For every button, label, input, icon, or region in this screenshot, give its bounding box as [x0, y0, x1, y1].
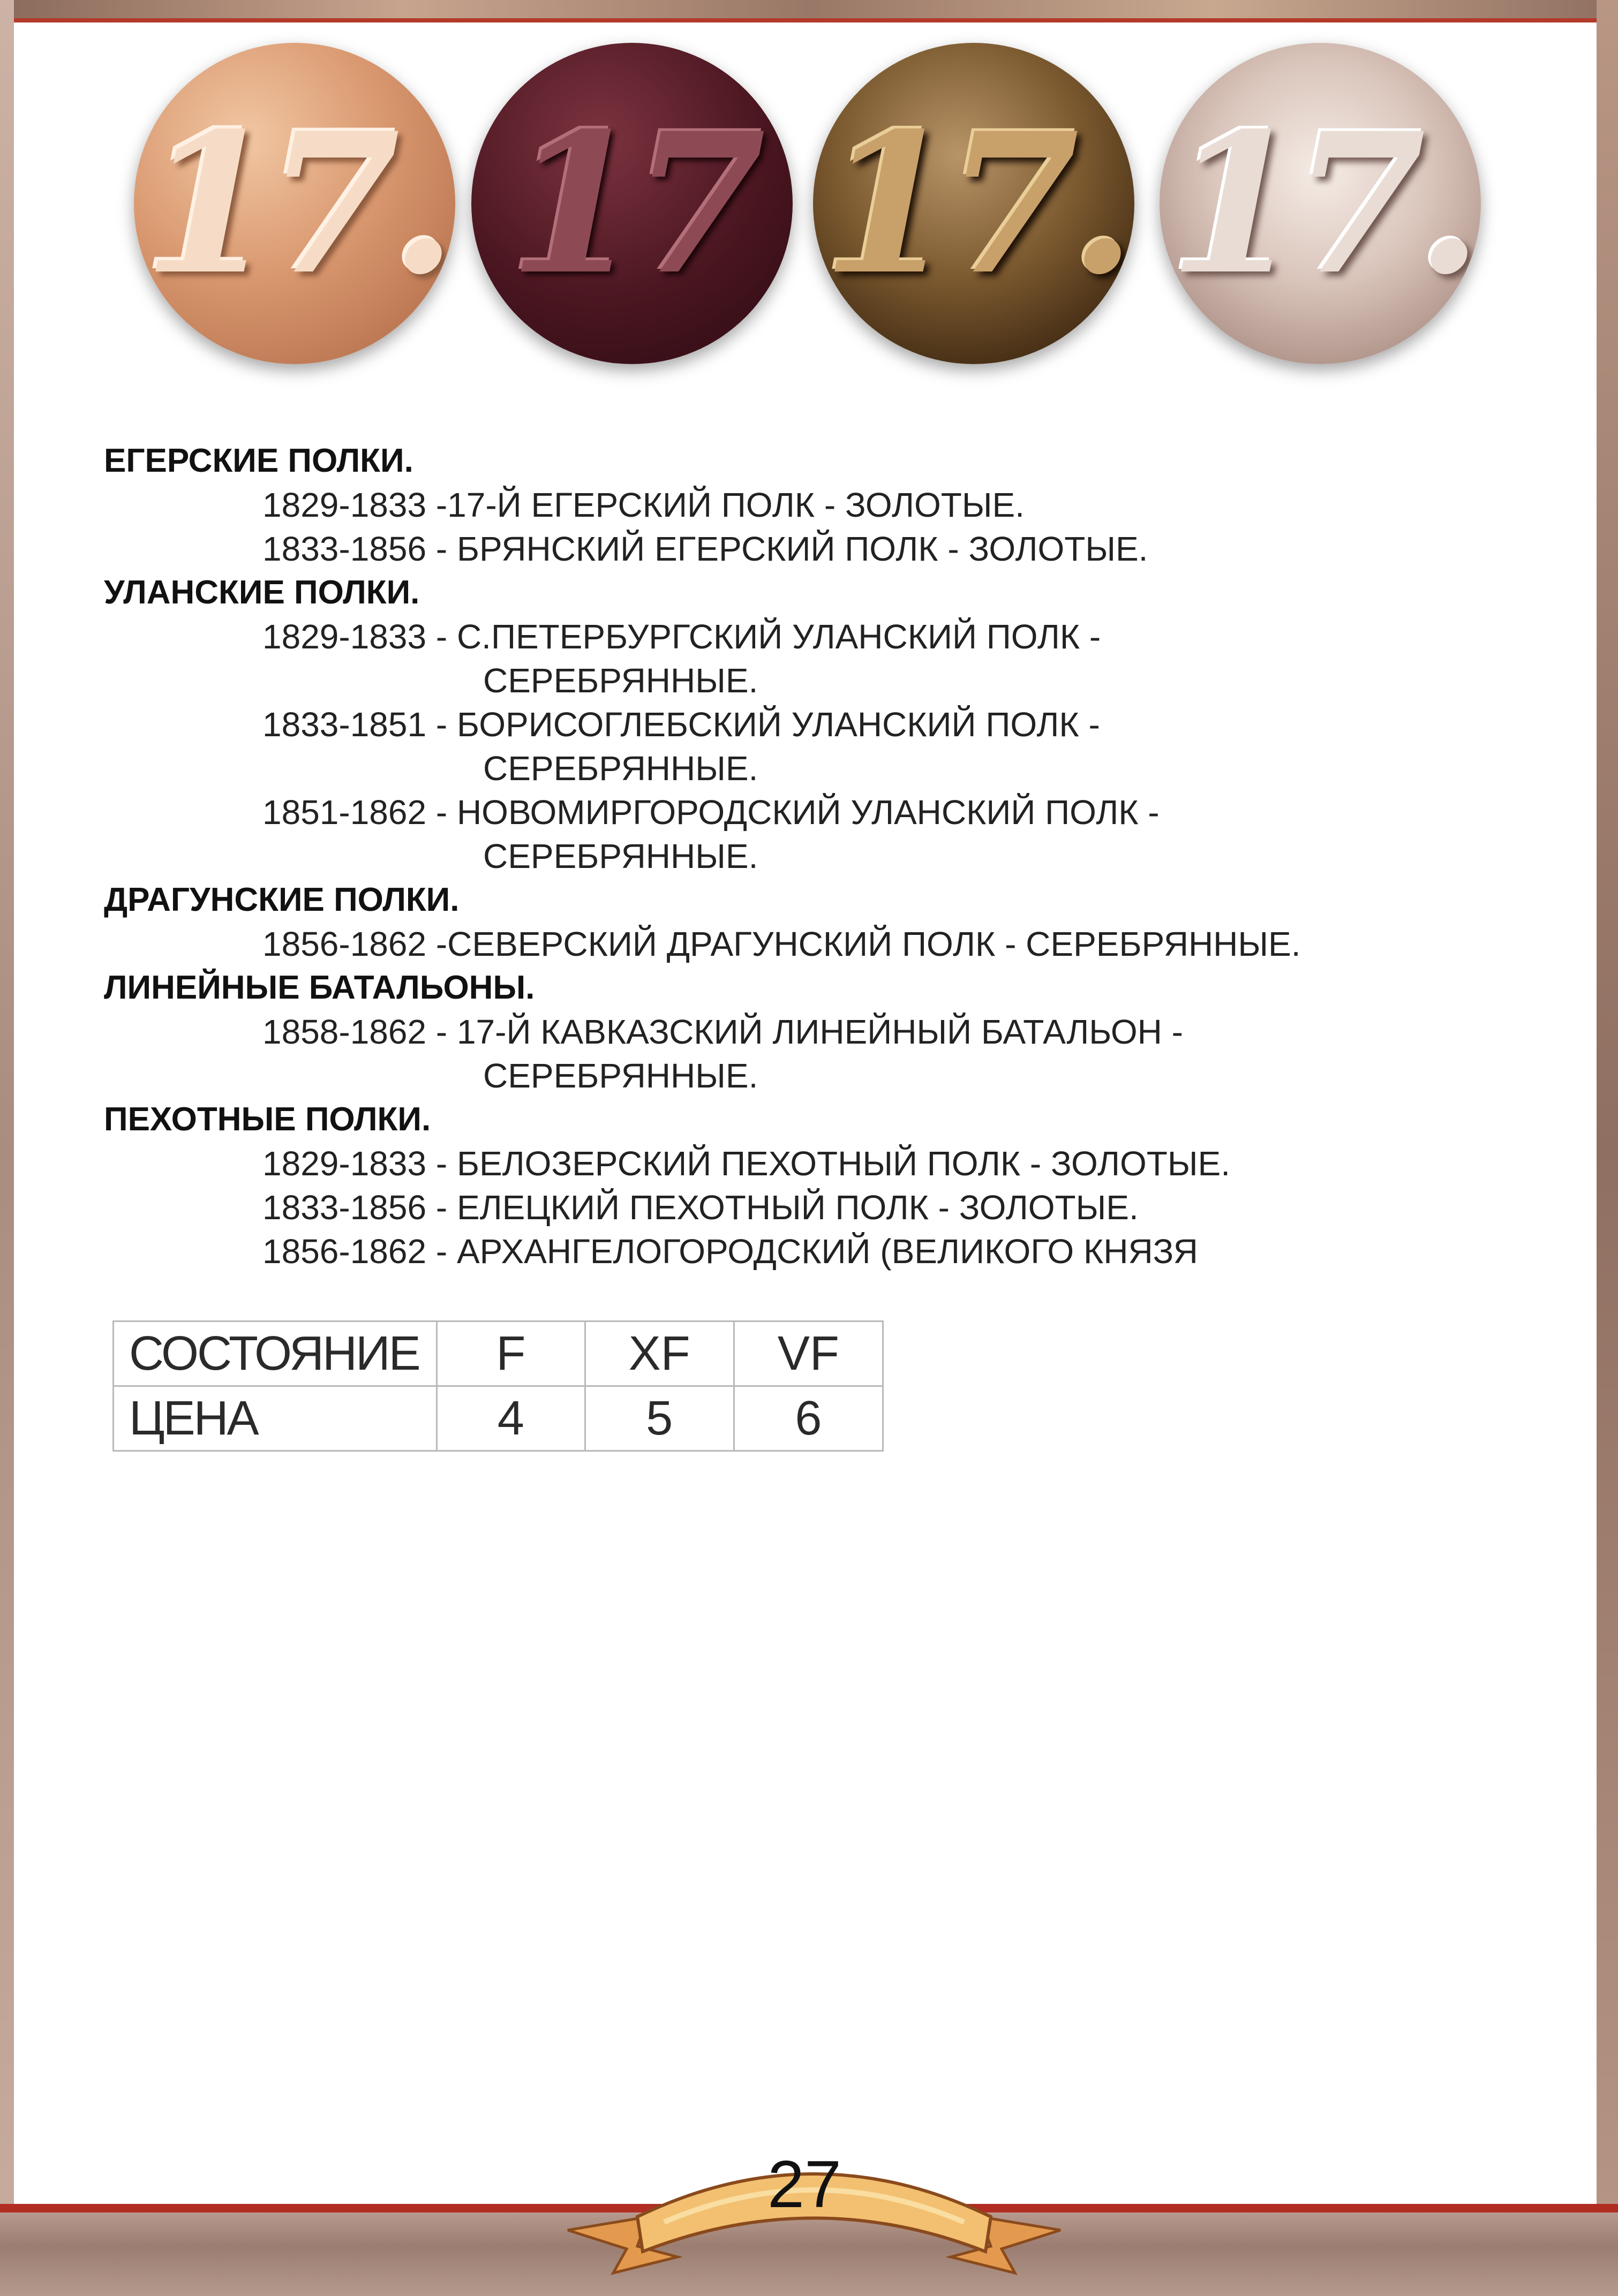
price-cell: 6: [734, 1386, 883, 1451]
grade-cell: F: [437, 1321, 585, 1386]
section-heading: ЛИНЕЙНЫЕ БАТАЛЬОНЫ.: [104, 969, 535, 1006]
regiment-entry-continuation: СЕРЕБРЯННЫЕ.: [483, 749, 758, 788]
button-number: 17.: [1168, 90, 1472, 317]
page-frame-top: [0, 0, 1618, 18]
section-heading: ДРАГУНСКИЕ ПОЛКИ.: [104, 881, 460, 918]
button-photo-bronze: [813, 43, 1134, 364]
grade-cell: VF: [734, 1321, 883, 1386]
price-cell: 5: [585, 1386, 734, 1451]
button-photo-dark: [471, 43, 793, 364]
regiment-entry-continuation: СЕРЕБРЯННЫЕ.: [483, 837, 758, 875]
regiment-entry: 1833-1856 - БРЯНСКИЙ ЕГЕРСКИЙ ПОЛК - ЗОЛОТЫЕ.: [262, 530, 1148, 568]
table-row: [114, 1321, 883, 1386]
grade-cell: XF: [585, 1321, 734, 1386]
condition-label: СОСТОЯНИЕ: [114, 1321, 437, 1386]
page-number: 27: [767, 2148, 841, 2222]
button-number: 17: [508, 90, 756, 317]
button-photos-row: [134, 43, 1489, 386]
section-heading: УЛАНСКИЕ ПОЛКИ.: [104, 574, 420, 611]
regiment-entry: 1856-1862 - АРХАНГЕЛОГОРОДСКИЙ (ВЕЛИКОГО КНЯЗЯ: [262, 1232, 1198, 1271]
regiment-entry-continuation: СЕРЕБРЯННЫЕ.: [483, 1056, 758, 1095]
page-frame-top-stripe: [0, 18, 1618, 22]
regiment-entry: 1829-1833 - С.ПЕТЕРБУРГСКИЙ УЛАНСКИЙ ПОЛК -: [262, 617, 1101, 656]
section-heading: ЕГЕРСКИЕ ПОЛКИ.: [104, 442, 413, 479]
regiment-entry: 1833-1856 - ЕЛЕЦКИЙ ПЕХОТНЫЙ ПОЛК - ЗОЛОТЫЕ.: [262, 1188, 1139, 1227]
regiment-entry: 1833-1851 - БОРИСОГЛЕБСКИЙ УЛАНСКИЙ ПОЛК -: [262, 705, 1100, 744]
button-photo-silver: [1160, 43, 1481, 364]
regiment-entry: 1858-1862 - 17-Й КАВКАЗСКИЙ ЛИНЕЙНЫЙ БАТАЛЬОН -: [262, 1013, 1183, 1051]
button-photo-copper: [134, 43, 455, 364]
regiment-entry: 1851-1862 - НОВОМИРГОРОДСКИЙ УЛАНСКИЙ ПОЛК -: [262, 793, 1160, 832]
regiment-entry-continuation: СЕРЕБРЯННЫЕ.: [483, 661, 758, 700]
page-frame-right: [1597, 0, 1618, 2296]
page-frame-left: [0, 0, 14, 2296]
table-row: [114, 1386, 883, 1451]
button-number: 17.: [142, 90, 447, 317]
price-cell: 4: [437, 1386, 585, 1451]
button-number: 17.: [822, 90, 1126, 317]
regiment-entry: 1856-1862 -СЕВЕРСКИЙ ДРАГУНСКИЙ ПОЛК - СЕРЕБРЯННЫЕ.: [262, 925, 1301, 963]
section-heading: ПЕХОТНЫЕ ПОЛКИ.: [104, 1101, 431, 1138]
price-table: [112, 1320, 884, 1452]
regiment-entry: 1829-1833 - БЕЛОЗЕРСКИЙ ПЕХОТНЫЙ ПОЛК - ЗОЛОТЫЕ.: [262, 1144, 1230, 1183]
price-label: ЦЕНА: [114, 1386, 437, 1451]
regiment-list: [104, 439, 1550, 1273]
regiment-entry: 1829-1833 -17-Й ЕГЕРСКИЙ ПОЛК - ЗОЛОТЫЕ.: [262, 486, 1025, 524]
